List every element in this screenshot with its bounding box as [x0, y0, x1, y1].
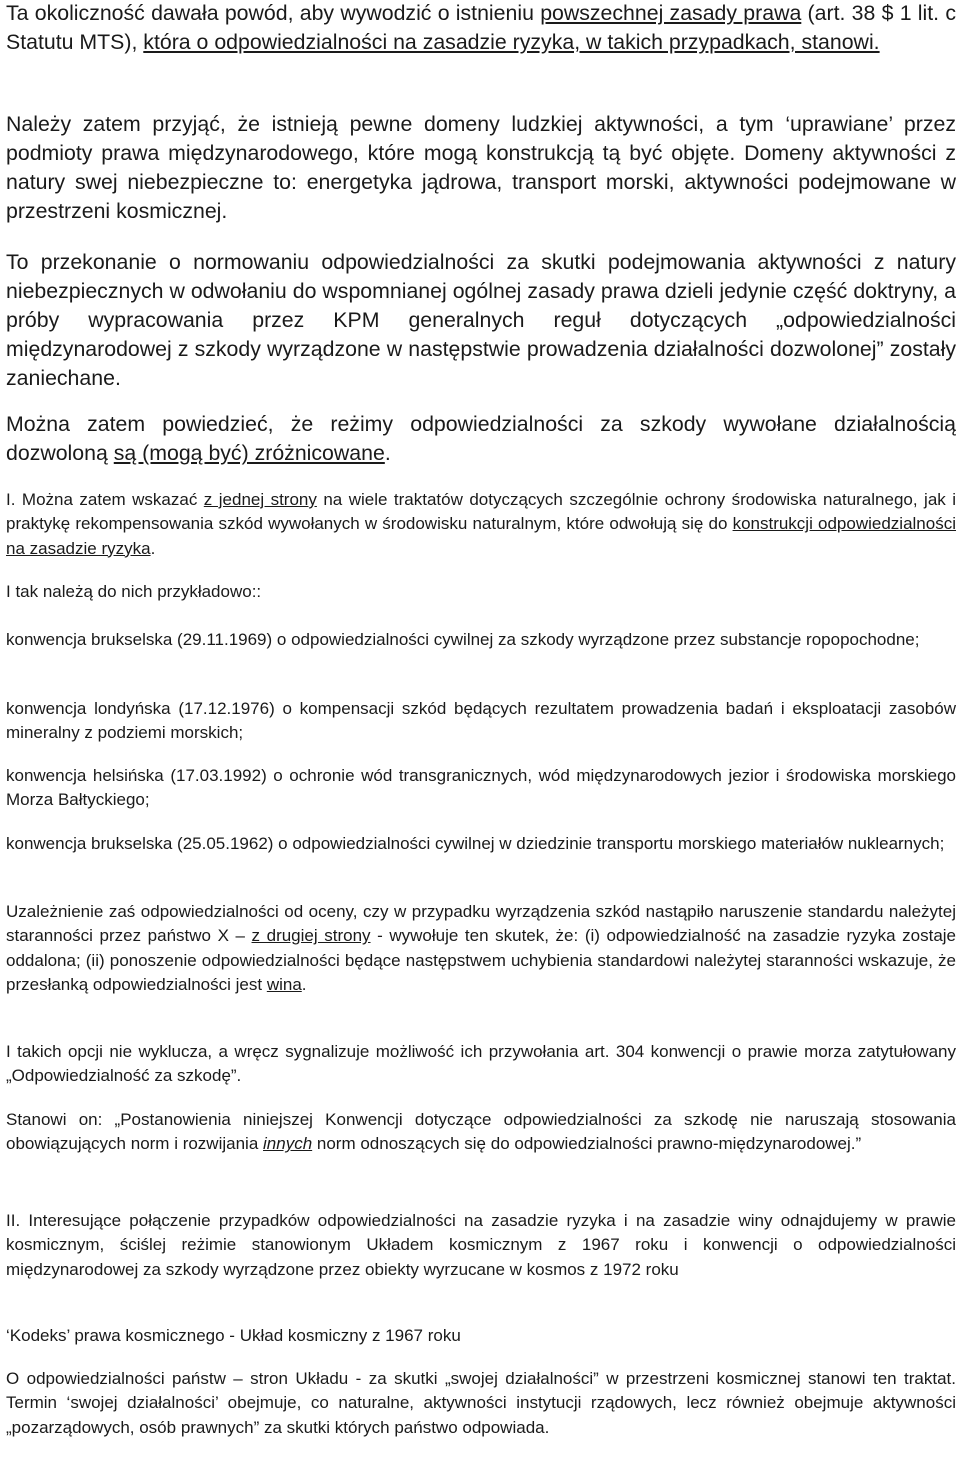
- text: konwencja brukselska (25.05.1962) o odpowiedzialności cywilnej w dziedzinie transportu morskiego materiałów nuklearnych;: [6, 834, 945, 853]
- paragraph-domains: [6, 110, 956, 226]
- text: Uzależnienie zaś odpowiedzialności od oceny, czy w przypadku wyrządzenia szkód nastąpiło naruszenie standardu należytej staranności przez państwo X –: [6, 902, 956, 946]
- paragraph-space-code: [6, 1324, 956, 1348]
- text: konwencja londyńska (17.12.1976) o kompensacji szkód będących rezultatem prowadzenia badań i eksploatacji zasobów mineralny z podziemi morskich;: [6, 699, 956, 743]
- paragraph-general-principle: [6, 0, 956, 57]
- text: Należy zatem przyjąć, że istnieją pewne domeny ludzkiej aktywności, a tym ‘uprawiane’ przez podmioty prawa międzynarodowego, które mogą konstrukcją tą być objęte. Domeny aktywności z natury swej niebezpieczne to: energetyka jądrowa, transport morski, aktywności podejmowane w przestrzeni kosmicznej.: [6, 112, 956, 223]
- text: - wywołuje ten skutek, że: (i) odpowiedzialność na zasadzie ryzyka zostaje oddalona; (ii) ponoszenie odpowiedzialności będące następstwem uchybienia standardowi należytej staranności wskazuje, że przesłanką odpowiedzialności jest: [6, 926, 956, 994]
- paragraph-due-diligence: [6, 900, 956, 997]
- underlined-italic-text: innych: [263, 1134, 313, 1154]
- list-item-convention-1969: [6, 628, 956, 652]
- paragraph-regimes: [6, 410, 956, 468]
- text: ‘Kodeks’ prawa kosmicznego - Układ kosmiczny z 1967 roku: [6, 1326, 461, 1345]
- text: I tak należą do nich przykładowo::: [6, 582, 262, 601]
- text: II. Interesujące połączenie przypadków odpowiedzialności na zasadzie ryzyka i na zasadzie winy odnajdujemy w prawie kosmicznym, ściślej reżimie stanowionym Układem kosmicznym z 1967 roku i konwencji o odpowiedzialności międzynarodowej za szkody wyrządzone przez obiekty wyrzucane w kosmos z 1972 roku: [6, 1211, 956, 1279]
- paragraph-article-304: [6, 1040, 956, 1089]
- text: norm odnoszących się do odpowiedzialności prawno-międzynarodowej.”: [312, 1134, 862, 1154]
- underlined-text: wina: [266, 974, 302, 994]
- paragraph-quote: [6, 1108, 956, 1157]
- underlined-text: są (mogą być) zróżnicowane: [113, 441, 385, 465]
- list-item-convention-1962: [6, 832, 956, 856]
- underlined-text: konstrukcji odpowiedzialności na zasadzie ryzyka: [6, 514, 956, 558]
- list-item-convention-1992: [6, 764, 956, 813]
- underlined-text: z jednej strony: [203, 490, 317, 509]
- text: na wiele traktatów dotyczących szczególnie ochrony środowiska naturalnego, jak i praktykę rekompensowania szkód wywołanych w środowisku naturalnym, które odwołują się do: [6, 490, 957, 534]
- paragraph-state-responsibility: [6, 1367, 956, 1440]
- paragraph-section-one: [6, 488, 956, 561]
- text: I. Można zatem wskazać: [6, 490, 204, 509]
- underlined-text: powszechnej zasady prawa: [540, 1, 802, 25]
- text: To przekonanie o normowaniu odpowiedzialności za skutki podejmowania aktywności z natury niebezpiecznych w odwołaniu do wspomnianej ogólnej zasady prawa dzieli jedynie część doktryny, a próby wypracowania przez KPM generalnych reguł dotyczących „odpowiedzialności międzynarodowej z szkody wyrządzone w następstwie prowadzenia działalności dozwolonej” zostały zaniechane.: [6, 250, 956, 390]
- text: konwencja brukselska (29.11.1969) o odpowiedzialności cywilnej za szkody wyrządzone przez substancje ropopochodne;: [6, 630, 920, 649]
- paragraph-doctrine: [6, 248, 956, 393]
- text: .: [384, 441, 391, 465]
- text: Ta okoliczność dawała powód, aby wywodzić o istnieniu: [6, 1, 541, 25]
- text: .: [150, 538, 156, 558]
- text: I takich opcji nie wyklucza, a wręcz sygnalizuje możliwość ich przywołania art. 304 konwencji o prawie morza zatytułowany „Odpowiedzialność za szkodę”.: [6, 1042, 956, 1086]
- underlined-text: która o odpowiedzialności na zasadzie ryzyka, w takich przypadkach, stanowi.: [143, 30, 880, 54]
- paragraph-examples-intro: [6, 580, 956, 604]
- text: O odpowiedzialności państw – stron Układu - za skutki „swojej działalności” w przestrzeni kosmicznej stanowi ten traktat. Termin ‘swojej działalności’ obejmuje, co naturalne, aktywności instytucji rządowych, lecz również obejmuje aktywności „pozarządowych, osób prawnych” za skutki których państwo odpowiada.: [6, 1369, 956, 1437]
- text: konwencja helsińska (17.03.1992) o ochronie wód transgranicznych, wód międzynarodowych jezior i środowiska morskiego Morza Bałtyckiego;: [6, 766, 956, 810]
- list-item-convention-1976: [6, 697, 956, 746]
- text: Stanowi on: „Postanowienia niniejszej Konwencji dotyczące odpowiedzialności za szkodę nie naruszają stosowania obowiązujących norm i rozwijania: [6, 1110, 956, 1154]
- paragraph-section-two: [6, 1209, 956, 1282]
- text: (art. 38 $ 1 lit. c Statutu MTS),: [6, 1, 956, 54]
- text: Można zatem powiedzieć, że reżimy odpowiedzialności za szkody wywołane działalnością dozwoloną: [6, 412, 956, 465]
- text: .: [301, 974, 307, 994]
- underlined-text: z drugiej strony: [251, 926, 371, 946]
